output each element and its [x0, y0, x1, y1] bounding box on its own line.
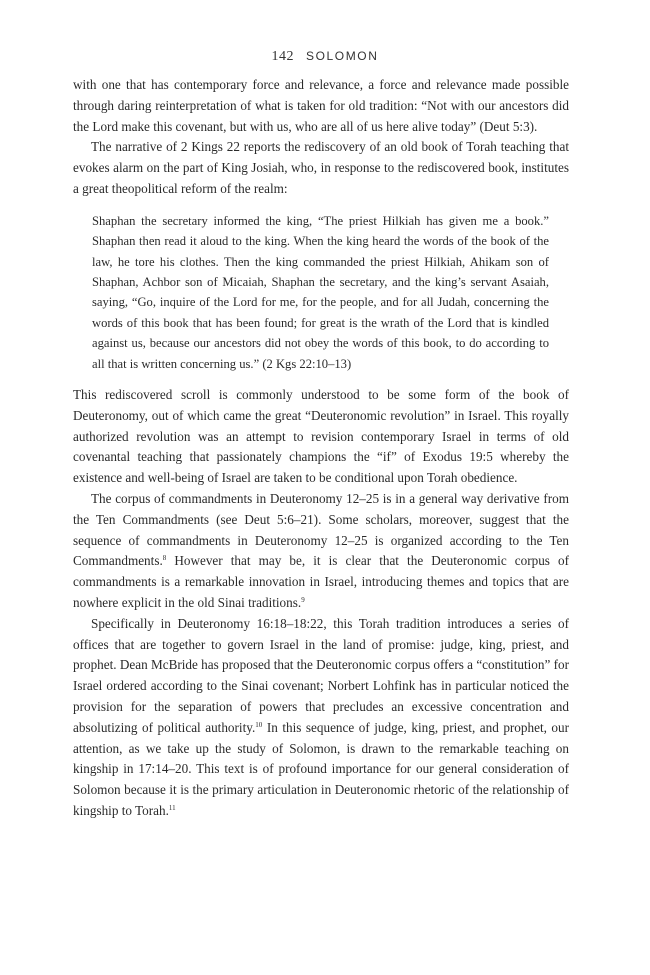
paragraph-corpus-text-b: However that may be, it is clear that the Deuteronomic corpus of commandments is a remarkable innovation in Israel, introducing themes and topics that are nowhere explicit in the old Sinai traditions. — [73, 553, 569, 610]
paragraph-offices — [73, 614, 569, 822]
footnote-marker-10: 10 — [255, 720, 263, 729]
paragraph-offices-text-a: Specifically in Deuteronomy 16:18–18:22, this Torah tradition introduces a series of offices that are together to govern Israel in the land of promise: judge, king, priest, and prophet. Dean McBride has proposed that the Deuteronomic corpus offers a “constitution” for Israel ordered according to the Sinai covenant; Norbert Lohfink has in particular noticed the provision for the separation of powers that precludes an excessive concentration and absolutizing of political authority. — [73, 615, 569, 735]
footnote-marker-11: 11 — [168, 803, 176, 812]
paragraph-offices-text-b: In this sequence of judge, king, priest, and prophet, our attention, as we take up the study of Solomon, is drawn to the remarkable teaching on kingship in 17:14–20. This text is of profound importance for our general consideration of Solomon because it is the primary articulation in Deuteronomic rhetoric of the relationship of kingship to Torah. — [73, 719, 570, 818]
paragraph-corpus — [73, 489, 569, 614]
paragraph-corpus-text-a: The corpus of commandments in Deuteronomy 12–25 is in a general way derivative from the Ten Commandments (see Deut 5:6–21). Some scholars, moreover, suggest that the sequence of commandments in Deuteronomy 12–25 is organized according to the Ten Commandments. — [73, 491, 569, 569]
footnote-marker-9: 9 — [301, 596, 305, 604]
footnote-marker-8: 8 — [162, 554, 167, 563]
paragraph-continued: with one that has contemporary force and relevance, a force and relevance made possible through daring reinterpretation of what is taken for old tradition: “Not with our ancestors did the Lord make this covenant, but with us, who are all of us here alive today” (Deut 5:3). — [73, 77, 569, 134]
running-head — [0, 47, 650, 66]
paragraph-2-kings: The narrative of 2 Kings 22 reports the rediscovery of an old book of Torah teaching that evokes alarm on the part of King Josiah, who, in response to the rediscovered book, institutes a great theopolitical reform of the realm: — [73, 139, 569, 196]
block-quote — [92, 211, 549, 374]
block-quote-text: Shaphan the secretary informed the king, “The priest Hilkiah has given me a book.” Shaphan then read it aloud to the king. When the king heard the words of the book of the law, he tore his clothes. Then the king commanded the priest Hilkiah, Ahikam son of Shaphan, Achbor son of Micaiah, Shaphan the secretary, and the king’s servant Asaiah, saying, “Go, inquire of the Lord for me, for the people, and for all Judah, concerning the words of this book that has been found; for great is the wrath of the Lord that is kindled against us, because our ancestors did not obey the words of this book, to do according to all that is written concerning us.” (2 Kgs 22:10–13) — [92, 213, 549, 371]
body-text — [73, 75, 569, 822]
paragraph-rediscovered-scroll: This rediscovered scroll is commonly understood to be some form of the book of Deuteronomy, out of which came the great “Deuteronomic revolution” in Israel. This royally authorized revolution was an attempt to revision contemporary Israel in terms of old covenantal teaching that passionately champions the “if” of Exodus 19:5 whereby the existence and well-being of Israel are taken to be conditional upon Torah obedience. — [73, 387, 569, 486]
running-title: SOLOMON — [305, 49, 379, 63]
page-number: 142 — [271, 49, 294, 64]
